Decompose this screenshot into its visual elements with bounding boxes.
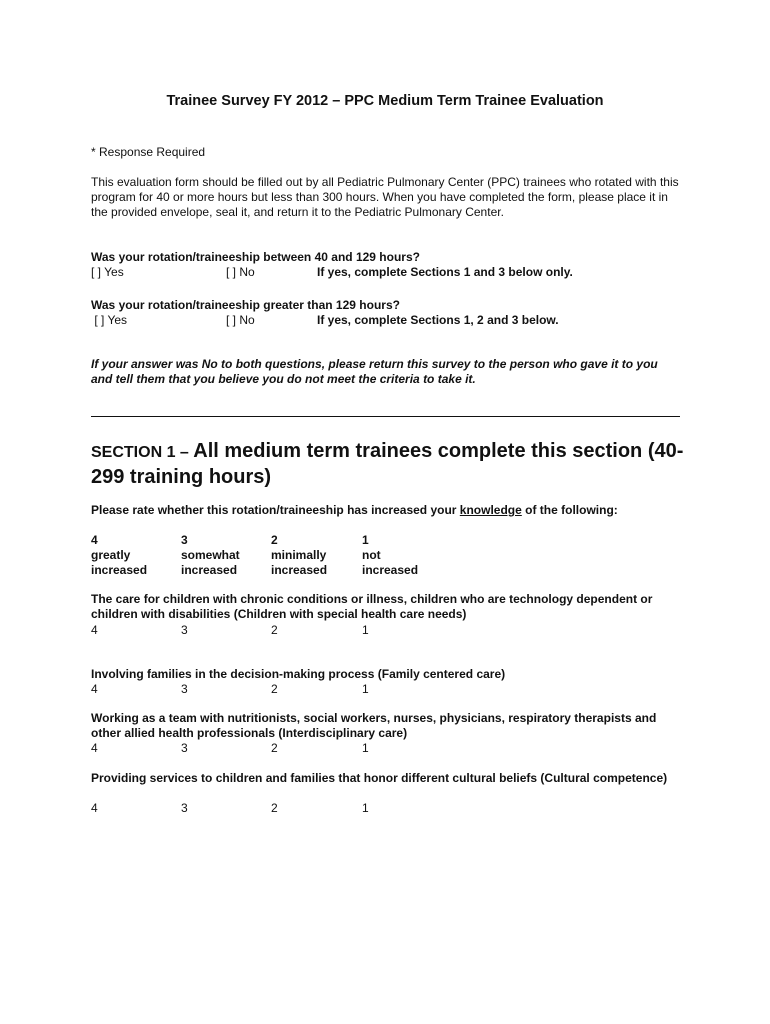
rating-option-2[interactable]: 2 [271,741,278,755]
rating-option-3[interactable]: 3 [181,623,188,637]
rating-option-2[interactable]: 2 [271,682,278,696]
question-1-instruction: If yes, complete Sections 1 and 3 below only. [317,265,573,279]
rating-option-4[interactable]: 4 [91,801,98,815]
scale-label-line2: increased [181,563,238,577]
rating-prompt-keyword: knowledge [459,503,522,517]
rating-option-4[interactable]: 4 [91,623,98,637]
question-1-options [91,265,681,280]
scale-number: 3 [181,533,188,547]
rating-option-2[interactable]: 2 [271,623,278,637]
question-2-yes-checkbox[interactable]: [ ] Yes [91,313,128,327]
page-title: Trainee Survey FY 2012 – PPC Medium Term Trainee Evaluation [166,93,604,109]
scale-label-line1: not [362,548,381,562]
rating-option-1[interactable]: 1 [362,801,369,815]
question-2-text: Was your rotation/traineeship greater than 129 hours? [91,298,400,312]
rating-option-3[interactable]: 3 [181,801,188,815]
rating-option-3[interactable]: 3 [181,741,188,755]
rating-item-1-text: The care for children with chronic conditions or illness, children who are technology dependent or children with disabilities (Children with special health care needs) [91,592,653,621]
section-1-heading [91,439,691,491]
scale-option-1 [362,533,418,578]
rating-item-3-options [91,741,681,756]
rating-item-2-options [91,682,681,697]
question-1-no-checkbox[interactable]: [ ] No [226,265,255,279]
rating-prompt [91,503,681,518]
rating-scale-legend [91,533,681,578]
intro-paragraph: This evaluation form should be filled out by all Pediatric Pulmonary Center (PPC) trainees who rotated with this program for 40 or more hours but less than 300 hours. When you have completed the form, please place it in the provided envelope, seal it, and return it to the Pediatric Pulmonary Center. [91,175,679,219]
scale-label-line2: increased [91,563,148,577]
section-divider [91,416,680,417]
section-1-label: SECTION 1 – [91,444,194,461]
rating-option-3[interactable]: 3 [181,682,188,696]
scale-option-4 [91,533,147,578]
scale-label-line2: increased [271,563,328,577]
rating-option-2[interactable]: 2 [271,801,278,815]
rating-prompt-before: Please rate whether this rotation/traineeship has increased your [91,503,460,517]
rating-item-1-options [91,623,681,638]
rating-prompt-after: of the following: [521,503,618,517]
question-1-yes-checkbox[interactable]: [ ] Yes [91,265,124,279]
rating-option-4[interactable]: 4 [91,741,98,755]
question-1-text: Was your rotation/traineeship between 40 and 129 hours? [91,250,420,264]
scale-label-line2: increased [362,563,419,577]
rating-item-2-text: Involving families in the decision-making process (Family centered care) [91,667,506,681]
question-2-instruction: If yes, complete Sections 1, 2 and 3 below. [317,313,559,327]
question-2-options [91,313,681,328]
scale-number: 4 [91,533,98,547]
rating-option-4[interactable]: 4 [91,682,98,696]
scale-number: 1 [362,533,369,547]
scale-number: 2 [271,533,278,547]
question-2-no-checkbox[interactable]: [ ] No [226,313,255,327]
rating-option-1[interactable]: 1 [362,623,369,637]
scale-label-line1: minimally [271,548,327,562]
no-answer-note: If your answer was No to both questions, please return this survey to the person who gave it to you and tell them that you believe you do not meet the criteria to take it. [91,357,658,386]
rating-item-3-text: Working as a team with nutritionists, social workers, nurses, physicians, respiratory therapists and other allied health professionals (Interdisciplinary care) [91,711,657,740]
scale-label-line1: somewhat [181,548,240,562]
rating-option-1[interactable]: 1 [362,741,369,755]
response-required-note: * Response Required [91,145,206,159]
section-1-title: All medium term trainees complete this section (40-299 training hours) [91,440,684,488]
scale-option-3 [181,533,240,578]
scale-option-2 [271,533,327,578]
rating-item-4-options [91,801,681,816]
scale-label-line1: greatly [91,548,131,562]
rating-item-4-text: Providing services to children and families that honor different cultural beliefs (Cultural competence) [91,771,668,785]
rating-option-1[interactable]: 1 [362,682,369,696]
